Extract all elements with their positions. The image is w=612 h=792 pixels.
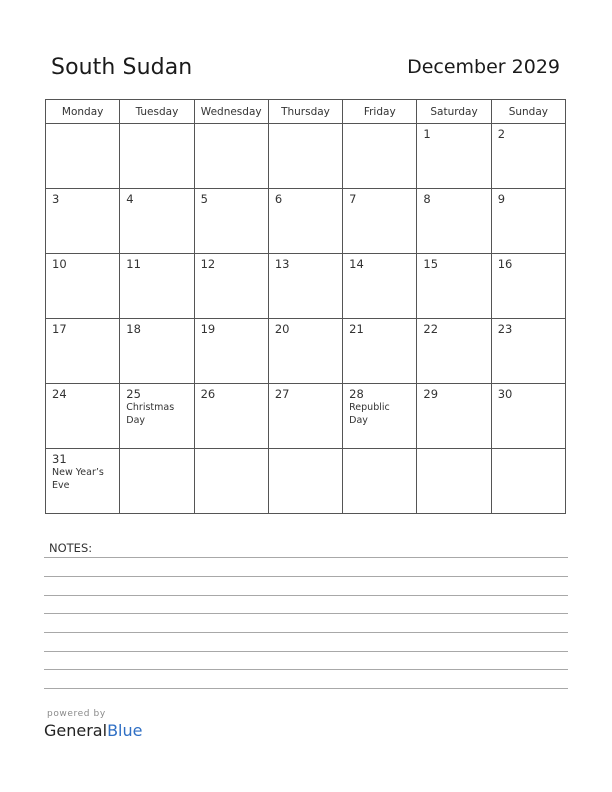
week-row [46,384,566,449]
day-number: 6 [274,192,283,206]
day-number: 28 [349,387,364,401]
notes-label: NOTES: [49,541,93,555]
note-line [44,651,568,652]
day-cell[interactable] [268,254,342,319]
day-number: 11 [126,257,141,271]
powered-by-text: powered by [47,709,106,719]
day-cell[interactable] [194,384,268,449]
day-cell[interactable] [417,449,491,514]
holiday-label: Republic Day [349,402,390,426]
day-cell[interactable] [120,254,194,319]
weekday-header: Friday [343,100,417,124]
day-cell[interactable] [46,319,120,384]
day-number: 29 [423,387,439,401]
brand-general-text: General [44,721,108,740]
day-cell[interactable] [120,384,194,449]
note-line [44,557,568,558]
day-number: 10 [52,257,67,271]
day-cell[interactable] [491,124,565,189]
note-line [44,632,568,633]
week-row [46,189,566,254]
day-cell[interactable] [491,254,565,319]
day-cell[interactable] [343,124,417,189]
country-title: South Sudan [51,55,193,80]
weekday-header: Monday [46,100,120,124]
week-row [46,124,566,189]
day-number: 4 [126,192,134,206]
week-row [46,449,566,514]
day-cell[interactable] [417,189,491,254]
day-number: 9 [497,192,506,206]
day-number: 14 [349,257,364,271]
day-cell[interactable] [194,319,268,384]
day-cell[interactable] [194,124,268,189]
day-cell[interactable] [343,189,417,254]
day-cell[interactable] [491,384,565,449]
day-cell[interactable] [194,449,268,514]
day-number: 26 [200,387,216,401]
day-number: 20 [274,322,290,336]
weekday-header: Sunday [491,100,565,124]
day-cell[interactable] [417,384,491,449]
weekday-header: Saturday [417,100,491,124]
day-cell[interactable] [268,319,342,384]
weekday-header: Thursday [268,100,342,124]
day-cell[interactable] [120,449,194,514]
note-line [44,669,568,670]
day-number: 13 [274,257,290,271]
day-cell[interactable] [46,189,120,254]
day-number: 3 [52,192,60,206]
day-number: 17 [52,322,67,336]
day-number: 16 [497,257,513,271]
day-cell[interactable] [343,319,417,384]
day-cell[interactable] [343,449,417,514]
day-number: 24 [52,387,67,401]
calendar-grid [45,99,566,514]
holiday-label: New Year’s Eve [52,467,104,491]
day-cell[interactable] [491,449,565,514]
day-cell[interactable] [194,189,268,254]
day-cell[interactable] [343,254,417,319]
day-cell[interactable] [120,319,194,384]
day-number: 2 [497,127,506,141]
day-cell[interactable] [268,189,342,254]
day-number: 27 [274,387,290,401]
day-cell[interactable] [268,449,342,514]
day-cell[interactable] [46,449,120,514]
day-number: 18 [126,322,141,336]
generalblue-logo[interactable] [44,721,142,740]
note-line [44,688,568,689]
day-cell[interactable] [120,124,194,189]
day-cell[interactable] [417,319,491,384]
weekday-header: Wednesday [194,100,268,124]
month-year-title: December 2029 [407,56,560,78]
day-cell[interactable] [491,189,565,254]
day-number: 12 [200,257,216,271]
day-number: 21 [349,322,364,336]
weekday-header: Tuesday [120,100,194,124]
day-cell[interactable] [417,124,491,189]
day-cell[interactable] [491,319,565,384]
day-number: 25 [126,387,141,401]
day-cell[interactable] [46,384,120,449]
note-line [44,613,568,614]
day-cell[interactable] [194,254,268,319]
day-number: 22 [423,322,439,336]
note-line [44,576,568,577]
week-row [46,319,566,384]
holiday-label: Christmas Day [126,402,175,426]
day-number: 8 [423,192,431,206]
day-number: 1 [423,127,431,141]
weekday-header-row [46,100,566,124]
day-cell[interactable] [268,384,342,449]
day-number: 5 [200,192,208,206]
week-row [46,254,566,319]
day-number: 30 [497,387,513,401]
day-number: 7 [349,192,357,206]
day-cell[interactable] [46,124,120,189]
day-number: 23 [497,322,513,336]
day-cell[interactable] [120,189,194,254]
day-cell[interactable] [268,124,342,189]
day-cell[interactable] [417,254,491,319]
day-number: 31 [52,452,67,466]
day-number: 15 [423,257,439,271]
day-cell[interactable] [343,384,417,449]
brand-blue-text: Blue [107,721,143,740]
day-cell[interactable] [46,254,120,319]
note-line [44,595,568,596]
day-number: 19 [200,322,216,336]
